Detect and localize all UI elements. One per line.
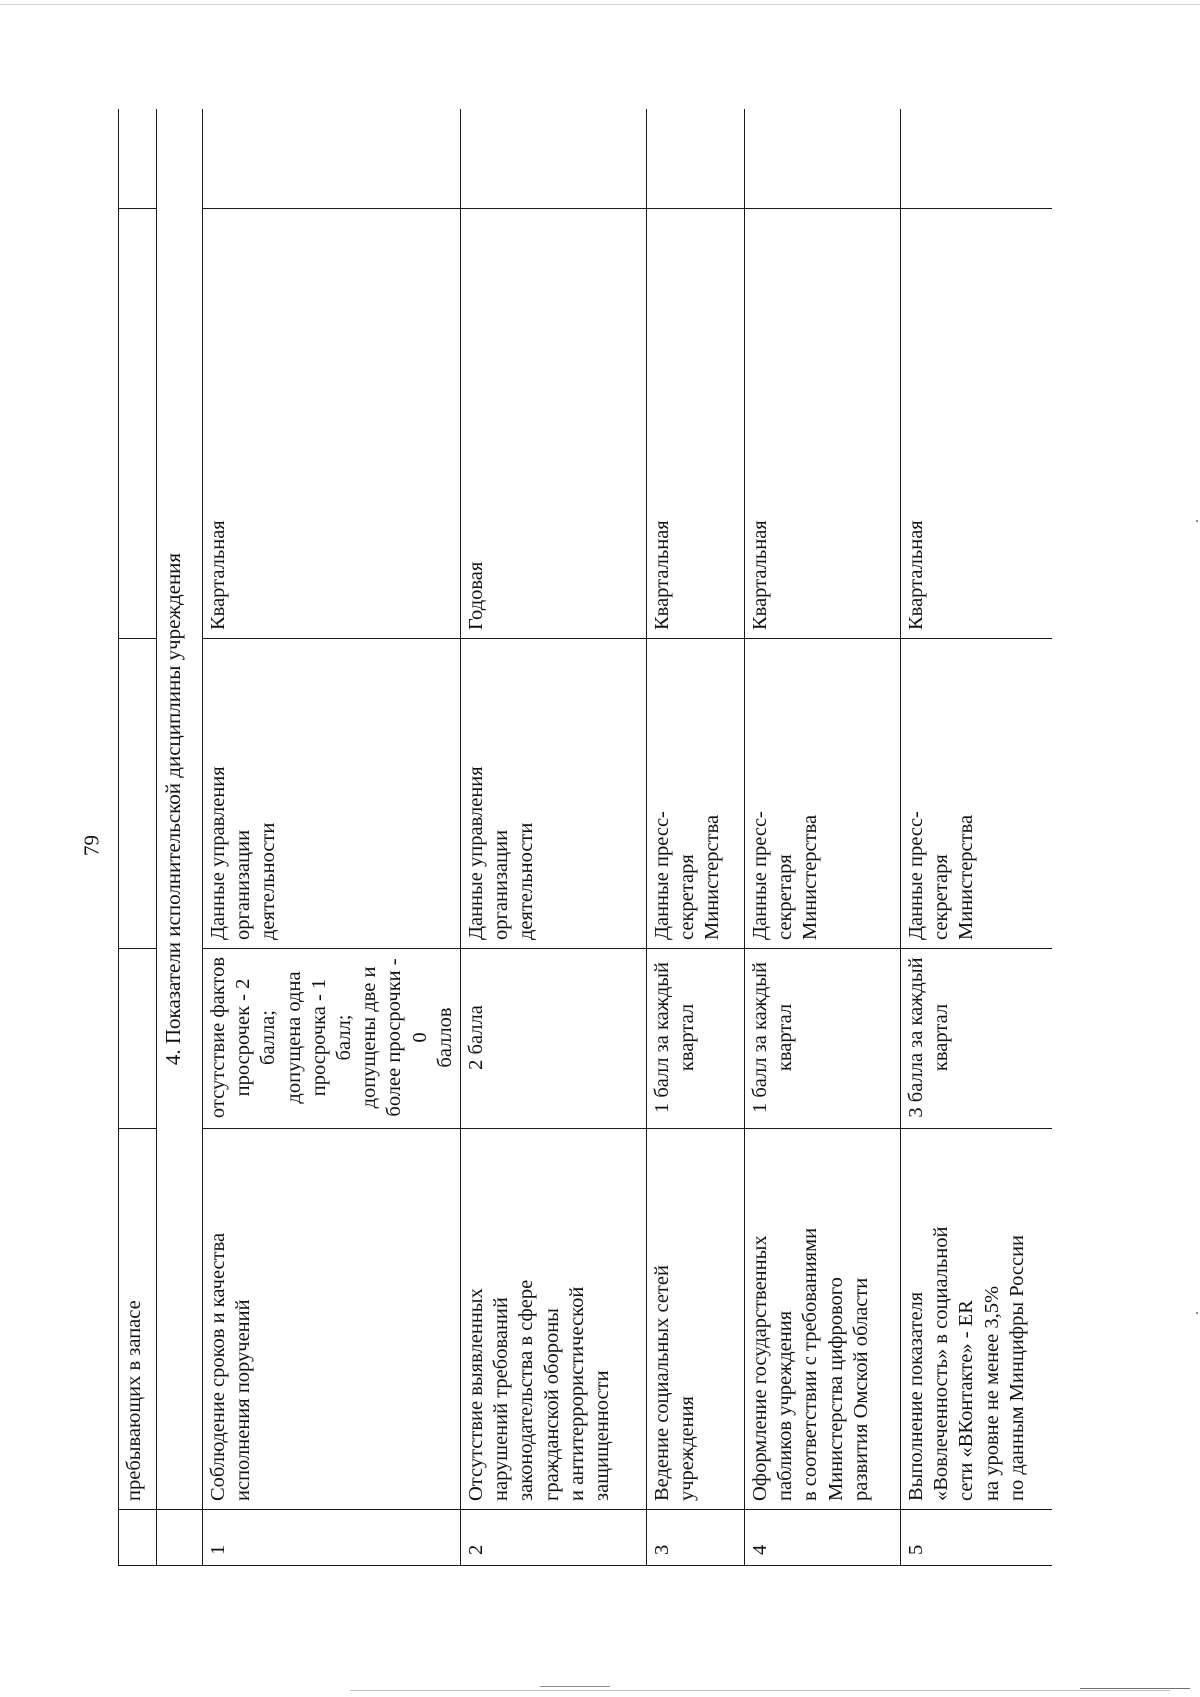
source-cell	[461, 639, 647, 949]
source-line: Данные пресс-	[651, 811, 674, 940]
indicator-line: по данным Минцифры России	[1005, 1234, 1028, 1501]
row-number: 5	[901, 1510, 1052, 1566]
score-line: квартал	[774, 1003, 797, 1072]
source-line: Данные пресс-	[905, 811, 928, 940]
indicator-line: Министерства цифрового	[824, 1277, 847, 1501]
score-line: 1 балл за каждый	[749, 961, 772, 1114]
source-line: деятельности	[515, 822, 538, 940]
indicator-line: на уровне не менее 3,5%	[980, 1285, 1003, 1501]
table-row	[901, 109, 1052, 1566]
source-cell	[203, 639, 461, 949]
indicator-line: защищенности	[591, 1370, 614, 1501]
table-cell-empty	[157, 1510, 203, 1566]
score-line: квартал	[930, 1003, 953, 1072]
table-cell-empty	[119, 639, 157, 949]
table-row	[745, 109, 901, 1566]
source-line: Данные пресс-	[749, 811, 772, 940]
source-line: секретаря	[930, 854, 953, 940]
source-line: секретаря	[676, 854, 699, 940]
indicator-line: гражданской обороны	[540, 1308, 563, 1501]
table-cell-empty	[119, 209, 157, 639]
indicator-line: Отсутствие выявленных	[465, 1288, 488, 1501]
table-cell-empty	[745, 109, 901, 209]
source-cell	[901, 639, 1052, 949]
page-number: 79	[79, 835, 104, 856]
row-number: 4	[745, 1510, 901, 1566]
score-cell	[461, 949, 647, 1129]
row-number: 2	[461, 1510, 647, 1566]
table-cell-empty	[647, 109, 745, 209]
scan-artifact-bottom	[1080, 1688, 1190, 1689]
indicator-line: и антитеррористической	[565, 1286, 588, 1501]
indicators-table	[118, 109, 1052, 1566]
score-line: просрочка - 1 балл;	[307, 978, 356, 1097]
source-line: секретаря	[774, 854, 797, 940]
indicator-line: законодательства в сфере	[515, 1279, 538, 1501]
table-row-continuation	[119, 109, 157, 1566]
scan-artifact-dot	[1196, 520, 1198, 522]
source-line: организации	[490, 829, 513, 940]
source-line: Министерства	[955, 814, 978, 940]
score-line: 2 балла	[465, 1005, 488, 1070]
score-line: просрочек - 2 балла;	[232, 978, 280, 1097]
period-cell: Квартальная	[203, 209, 461, 639]
indicator-line: учреждения	[676, 1396, 699, 1501]
table-row	[203, 109, 461, 1566]
table-row	[461, 109, 647, 1566]
source-cell	[647, 639, 745, 949]
score-line: квартал	[676, 1003, 699, 1072]
scan-artifact-top	[0, 4, 1200, 5]
table-cell-empty	[119, 949, 157, 1129]
indicator-line: Ведение социальных сетей	[651, 1265, 674, 1501]
score-line: 3 балла за каждый	[905, 957, 928, 1118]
indicator-line: сети «ВКонтакте» - ER	[955, 1300, 978, 1501]
score-cell	[647, 949, 745, 1129]
indicator-line: развития Омской области	[849, 1277, 872, 1501]
source-line: деятельности	[257, 822, 280, 940]
table-cell-empty	[119, 109, 157, 209]
score-line: баллов	[433, 1007, 456, 1068]
indicator-line: «Вовлеченность» в социальной	[930, 1226, 953, 1501]
score-cell	[901, 949, 1052, 1129]
indicator-cell	[901, 1129, 1052, 1510]
table-cell-empty	[119, 1510, 157, 1566]
indicator-line: нарушений требований	[490, 1297, 513, 1501]
table-cell-empty	[901, 109, 1052, 209]
score-line: отсутствие фактов	[207, 956, 229, 1119]
score-line: более просрочки - 0	[383, 958, 431, 1117]
source-cell	[745, 639, 901, 949]
table-cell-empty	[203, 109, 461, 209]
score-cell	[745, 949, 901, 1129]
score-line: допущены две и	[358, 966, 381, 1109]
source-line: Данные управления	[207, 766, 229, 940]
period-cell: Квартальная	[901, 209, 1052, 639]
scan-artifact-dot	[1196, 1312, 1198, 1314]
period-cell: Квартальная	[745, 209, 901, 639]
indicator-cell	[647, 1129, 745, 1510]
score-cell	[203, 949, 461, 1129]
table-row	[647, 109, 745, 1566]
row-number: 1	[203, 1510, 461, 1566]
rotated-table-container	[118, 109, 1052, 1566]
table-row-section-title	[157, 109, 203, 1566]
source-line: Министерства	[701, 814, 724, 940]
period-cell: Годовая	[461, 209, 647, 639]
header-continuation-text: пребывающих в запасе	[119, 1129, 157, 1510]
source-line: организации	[232, 829, 255, 940]
indicator-line: в соответствии с требованиями	[799, 1227, 822, 1501]
indicator-line: Оформление государственных	[749, 1235, 772, 1501]
period-cell: Квартальная	[647, 209, 745, 639]
indicator-cell: Соблюдение сроков и качества исполнения поручений	[203, 1129, 461, 1510]
score-line: допущена одна	[282, 971, 305, 1104]
indicators-table-frame	[118, 109, 1052, 1566]
indicator-cell	[461, 1129, 647, 1510]
row-number: 3	[647, 1510, 745, 1566]
indicator-line: Выполнение показателя	[905, 1291, 928, 1501]
source-line: Данные управления	[465, 766, 488, 940]
indicator-cell	[745, 1129, 901, 1510]
table-cell-empty	[461, 109, 647, 209]
scan-artifact-bottom	[540, 1686, 610, 1687]
source-line: Министерства	[799, 814, 822, 940]
scan-artifact-bottom	[350, 1690, 1170, 1691]
indicator-line: пабликов учреждения	[774, 1310, 797, 1501]
score-line: 1 балл за каждый	[651, 961, 674, 1114]
section-title: 4. Показатели исполнительской дисциплины учреждения	[157, 109, 203, 1510]
